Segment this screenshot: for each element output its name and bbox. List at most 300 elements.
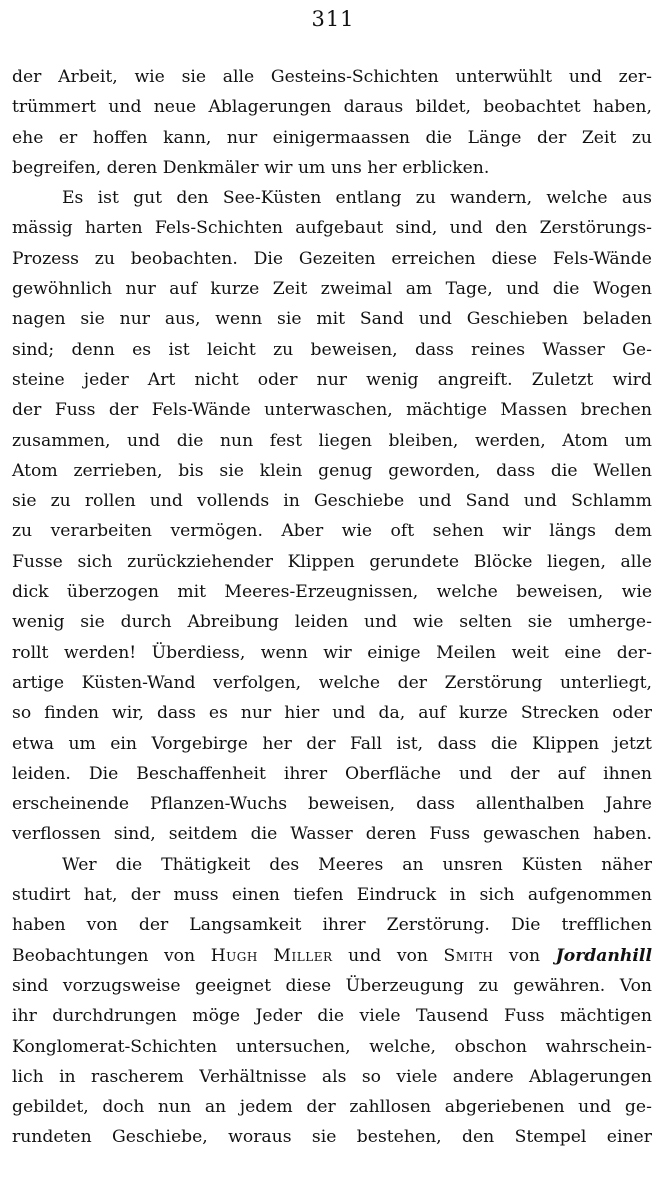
word: und: [568, 67, 602, 87]
word: deren: [106, 157, 158, 178]
word: liegen: [318, 430, 372, 451]
word: allenthalben: [475, 794, 585, 815]
word: Zerstörung: [444, 672, 543, 693]
word: wie: [413, 612, 444, 633]
word: sich: [479, 885, 515, 906]
word: zurückziehender: [127, 551, 273, 572]
word: Geschieben: [466, 309, 569, 330]
text-line: [12, 971, 652, 1001]
word: wahrschein-: [545, 1036, 652, 1057]
word: der: [306, 733, 336, 754]
word: unterliegt,: [559, 672, 652, 693]
word: Fels-Wände: [552, 248, 652, 269]
word: nun: [157, 1097, 192, 1118]
word: Beschaffenheit: [136, 763, 266, 784]
word: studirt: [12, 885, 71, 906]
word: gebildet,: [12, 1097, 89, 1118]
word: von: [508, 945, 541, 966]
word: Fuss: [503, 1006, 545, 1027]
word: wird: [612, 369, 652, 390]
word: Vorgebirge: [151, 733, 248, 754]
word: einer: [606, 1127, 652, 1148]
word: liegen,: [547, 551, 606, 572]
word: sie: [12, 491, 37, 512]
word: trümmert: [12, 97, 97, 118]
word: Die: [88, 763, 119, 784]
word: die: [250, 824, 278, 845]
word: bestehen,: [356, 1127, 442, 1148]
word: aus: [621, 188, 652, 209]
word: hier: [284, 703, 320, 724]
word: doch: [102, 1097, 145, 1118]
word: ist,: [396, 733, 424, 754]
word: Geschiebe,: [112, 1127, 208, 1148]
word: diese: [285, 975, 332, 996]
word: Küsten: [521, 854, 583, 875]
word: von: [163, 945, 196, 966]
word: gewähren.: [513, 975, 606, 996]
word: umherge-: [568, 612, 652, 633]
word: und: [578, 1097, 612, 1118]
word: fest: [269, 430, 302, 451]
word: genug: [318, 460, 373, 481]
word: wir: [264, 157, 293, 178]
word: Stempel: [514, 1127, 587, 1148]
word: woraus: [228, 1127, 292, 1148]
word: einige: [367, 642, 421, 663]
word: zer-: [618, 67, 652, 87]
word: ihnen: [603, 763, 652, 784]
word: welche: [318, 672, 380, 693]
word: brechen: [580, 400, 652, 421]
word: reines: [471, 339, 526, 360]
page-number: 311: [311, 7, 355, 31]
word: wenig: [12, 612, 65, 633]
word: und: [418, 491, 452, 512]
word: mächtige: [406, 400, 487, 421]
word: Klippen: [287, 551, 355, 572]
text-line: [12, 365, 652, 395]
word: Eindruck: [356, 885, 437, 906]
text-line: [12, 213, 652, 243]
text-line: [12, 274, 652, 304]
word: rollen: [84, 491, 136, 512]
word: kurze: [210, 279, 260, 300]
word: von: [86, 915, 118, 936]
text-line: [12, 395, 652, 425]
word: zu: [273, 339, 294, 360]
text-line: [12, 1122, 652, 1152]
word: beobachtet: [483, 97, 581, 118]
word: vollends: [197, 491, 270, 512]
word: welche: [546, 188, 608, 209]
word: Jeder: [255, 1006, 302, 1027]
word: beweisen,: [516, 582, 604, 603]
word: wandern,: [450, 188, 533, 209]
word: aufgenommen: [527, 885, 652, 906]
word: möge: [192, 1006, 241, 1027]
word: Schlamm: [571, 491, 652, 512]
word: artige: [12, 672, 65, 693]
word: wir,: [111, 703, 144, 724]
word: Wer: [62, 854, 97, 875]
word: oder: [257, 369, 298, 390]
word: uns: [330, 157, 362, 178]
word: dick: [12, 582, 49, 603]
word: und: [348, 945, 382, 966]
word: sind;: [12, 339, 55, 360]
text-line: [12, 607, 652, 637]
text-line: [12, 819, 652, 849]
word: ihrer: [283, 763, 328, 784]
word: und: [459, 763, 493, 784]
word: seitdem: [168, 824, 238, 845]
word: her: [262, 733, 292, 754]
word: Wogen: [592, 279, 652, 300]
text-line: [12, 698, 652, 728]
word: Meeres-Erzeugnissen,: [224, 582, 419, 603]
text-line: [12, 1032, 652, 1062]
text-line: [12, 62, 652, 92]
word: geeignet: [194, 975, 271, 996]
word: steine: [12, 369, 65, 390]
word: Fuss: [54, 400, 96, 421]
word: Wasser: [290, 824, 353, 845]
word: mit: [316, 309, 346, 330]
text-line: [12, 668, 652, 698]
word: Arbeit,: [58, 67, 118, 87]
text-line: [12, 244, 652, 274]
word: Zerstörung.: [386, 915, 490, 936]
word: deren: [365, 824, 417, 845]
word: wir: [502, 521, 531, 542]
word: vorzugsweise: [62, 975, 181, 996]
word: Sand: [359, 309, 404, 330]
word: als: [321, 1066, 347, 1087]
text-line: [12, 759, 652, 789]
word: zu: [12, 521, 33, 542]
text-line: [12, 1092, 652, 1122]
word: Klippen: [531, 733, 600, 754]
word: der: [397, 672, 427, 693]
word: den: [462, 1127, 495, 1148]
word: sie: [181, 67, 207, 87]
word: an: [204, 1097, 227, 1118]
word: auf: [418, 703, 446, 724]
word: daraus: [343, 97, 404, 118]
word: den: [495, 218, 528, 239]
word: die: [490, 733, 518, 754]
word: Überzeugung: [345, 975, 464, 996]
word: Fusse: [12, 551, 63, 572]
word: wenn: [215, 309, 263, 330]
word: zerrieben,: [73, 460, 163, 481]
word: überzogen: [66, 582, 159, 603]
word: den: [176, 188, 209, 209]
word: viele: [396, 1066, 438, 1087]
text-line: [12, 92, 652, 122]
word: selten: [459, 612, 512, 633]
word: beweisen,: [308, 794, 396, 815]
word: und: [506, 279, 540, 300]
word: begreifen,: [12, 157, 102, 178]
word: Zerstörungs-: [539, 218, 652, 239]
word: so: [12, 703, 32, 724]
word: sind,: [395, 218, 438, 239]
word: sie: [527, 612, 553, 633]
word: wie: [134, 67, 165, 87]
word: dass: [416, 794, 455, 815]
word: des: [269, 854, 300, 875]
word: weit: [511, 642, 549, 663]
word: tiefen: [293, 885, 344, 906]
word: unsren: [442, 854, 503, 875]
text-line: [12, 335, 652, 365]
word: in: [283, 491, 300, 512]
word: beladen: [582, 309, 652, 330]
word: der: [12, 67, 42, 87]
text-line: [12, 910, 652, 940]
word: alle: [620, 551, 652, 572]
word: Verhältnisse: [199, 1066, 307, 1087]
word: Hugh: [210, 945, 258, 966]
word: trefflichen: [561, 915, 652, 936]
word: leicht: [207, 339, 256, 360]
word: eine: [564, 642, 602, 663]
word: rascherem: [91, 1066, 184, 1087]
word: und: [149, 491, 183, 512]
word: wenig: [366, 369, 419, 390]
word: es: [208, 703, 228, 724]
word: Fels-Wände: [151, 400, 251, 421]
word: Pflanzen-Wuchs: [150, 794, 288, 815]
word: der-: [616, 642, 652, 663]
word: Atom: [562, 430, 608, 451]
word: Prozess: [12, 248, 79, 269]
word: kurze: [458, 703, 508, 724]
word: von: [396, 945, 428, 966]
word: an: [402, 854, 424, 875]
word: um: [68, 733, 96, 754]
word: werden!: [63, 642, 137, 663]
word: und: [332, 703, 366, 724]
word: zahllosen: [349, 1097, 432, 1118]
word: Tausend: [416, 1006, 489, 1027]
word: Meilen: [436, 642, 497, 663]
word: beobachten.: [130, 248, 238, 269]
word: zu: [415, 188, 436, 209]
word: Blöcke: [473, 551, 533, 572]
word: nagen: [12, 309, 66, 330]
word: aufgebaut: [295, 218, 384, 239]
word: Es: [62, 188, 84, 209]
word: hoffen: [92, 127, 148, 148]
word: mächtigen: [560, 1006, 652, 1027]
word: wie: [621, 582, 652, 603]
word: Tage,: [445, 279, 493, 300]
word: längs: [549, 521, 596, 542]
word: viele: [359, 1006, 401, 1027]
word: bis: [178, 460, 204, 481]
word: Thätigkeit: [161, 854, 251, 875]
word: gerundete: [369, 551, 460, 572]
word: zweimal: [320, 279, 393, 300]
word: Miller: [273, 945, 333, 966]
word: Ablagerungen: [208, 97, 332, 118]
word: Ablagerungen: [529, 1066, 652, 1087]
word: ehe: [12, 127, 44, 148]
word: der: [12, 400, 42, 421]
word: erreichen: [391, 248, 476, 269]
word: ihrer: [322, 915, 366, 936]
word: der: [306, 1097, 336, 1118]
word: muss: [173, 885, 219, 906]
word: am: [405, 279, 433, 300]
word: ihr: [12, 1006, 37, 1027]
word: welche: [436, 582, 498, 603]
word: Art: [147, 369, 176, 390]
word: oft: [390, 521, 415, 542]
word: Atom: [12, 460, 58, 481]
word: Jahre: [605, 794, 652, 815]
word: ein: [110, 733, 138, 754]
word: sind,: [113, 824, 156, 845]
word: zusammen,: [12, 430, 111, 451]
word: der: [130, 885, 161, 906]
word: auf: [169, 279, 197, 300]
word: nur: [226, 127, 258, 148]
word: und: [418, 309, 452, 330]
word: bleiben,: [388, 430, 459, 451]
word: nun: [219, 430, 254, 451]
word: Wellen: [593, 460, 652, 481]
word: Küsten-Wand: [81, 672, 196, 693]
word: welche,: [369, 1036, 436, 1057]
word: Oberfläche: [344, 763, 442, 784]
word: Aber: [281, 521, 324, 542]
word: in: [59, 1066, 76, 1087]
text-line: [12, 850, 652, 880]
word: Die: [253, 248, 284, 269]
text-line: [12, 123, 652, 153]
word: Zeit: [272, 279, 308, 300]
word: Zeit: [581, 127, 617, 148]
word: zu: [94, 248, 115, 269]
word: sie: [219, 460, 244, 481]
word: hat,: [83, 885, 118, 906]
word: dass: [496, 460, 536, 481]
word: gut: [133, 188, 163, 209]
word: Die: [510, 915, 541, 936]
word: gewöhnlich: [12, 279, 113, 300]
word: es: [132, 339, 152, 360]
word: haben.: [592, 824, 652, 845]
text-line: [12, 789, 652, 819]
text-line: [12, 547, 652, 577]
word: See-Küsten: [222, 188, 322, 209]
text-line: [12, 941, 652, 971]
word: jetzt: [613, 733, 652, 754]
word: leiden.: [12, 763, 71, 784]
word: Ge-: [622, 339, 652, 360]
text-line: [12, 1062, 652, 1092]
text-line: [12, 486, 652, 516]
word: haben,: [592, 97, 652, 118]
word: haben: [12, 915, 66, 936]
word: ge-: [624, 1097, 652, 1118]
word: der: [138, 915, 169, 936]
text-line: [12, 1001, 652, 1031]
word: auf: [557, 763, 586, 784]
word: nicht: [194, 369, 239, 390]
word: wie: [341, 521, 373, 542]
text-line: [12, 638, 652, 668]
word: oder: [612, 703, 652, 724]
word: neue: [153, 97, 197, 118]
word: zu: [631, 127, 652, 148]
word: Fuss: [429, 824, 471, 845]
word: Meeres: [318, 854, 384, 875]
word: um: [624, 430, 652, 451]
word: ist: [168, 339, 190, 360]
word: mit: [177, 582, 207, 603]
word: her: [367, 157, 397, 178]
word: dem: [614, 521, 652, 542]
word: so: [361, 1066, 381, 1087]
word: erscheinende: [12, 794, 130, 815]
word: Von: [619, 975, 652, 996]
word: nur: [240, 703, 272, 724]
word: sich: [77, 551, 113, 572]
word: rollt: [12, 642, 49, 663]
text-line: [12, 729, 652, 759]
word: er: [58, 127, 78, 148]
word: zu: [478, 975, 499, 996]
word: erblicken.: [402, 157, 490, 178]
word: dass: [437, 733, 477, 754]
word: andere: [452, 1066, 514, 1087]
word: abgeriebenen: [444, 1097, 565, 1118]
word: vermögen.: [170, 521, 263, 542]
word: sind: [12, 975, 49, 996]
word: rundeten: [12, 1127, 92, 1148]
word: alle: [222, 67, 255, 87]
word: dass: [157, 703, 196, 724]
word: finden: [44, 703, 99, 724]
word: untersuchen,: [235, 1036, 351, 1057]
body-text: [12, 62, 652, 1153]
word: Abreibung: [187, 612, 279, 633]
word: der: [536, 127, 567, 148]
word: verfolgen,: [213, 672, 302, 693]
word: obschon: [454, 1036, 527, 1057]
word: angreift.: [437, 369, 513, 390]
word: nur: [125, 279, 156, 300]
word: nur: [119, 309, 151, 330]
text-line: [12, 426, 652, 456]
word: Massen: [500, 400, 568, 421]
word: Strecken: [520, 703, 600, 724]
word: mässig: [12, 218, 73, 239]
word: entlang: [335, 188, 402, 209]
word: um: [297, 157, 326, 178]
word: etwa: [12, 733, 55, 754]
word: da,: [378, 703, 406, 724]
word: bildet,: [415, 97, 471, 118]
word: und: [364, 612, 398, 633]
text-line: [12, 577, 652, 607]
word: die: [552, 279, 580, 300]
